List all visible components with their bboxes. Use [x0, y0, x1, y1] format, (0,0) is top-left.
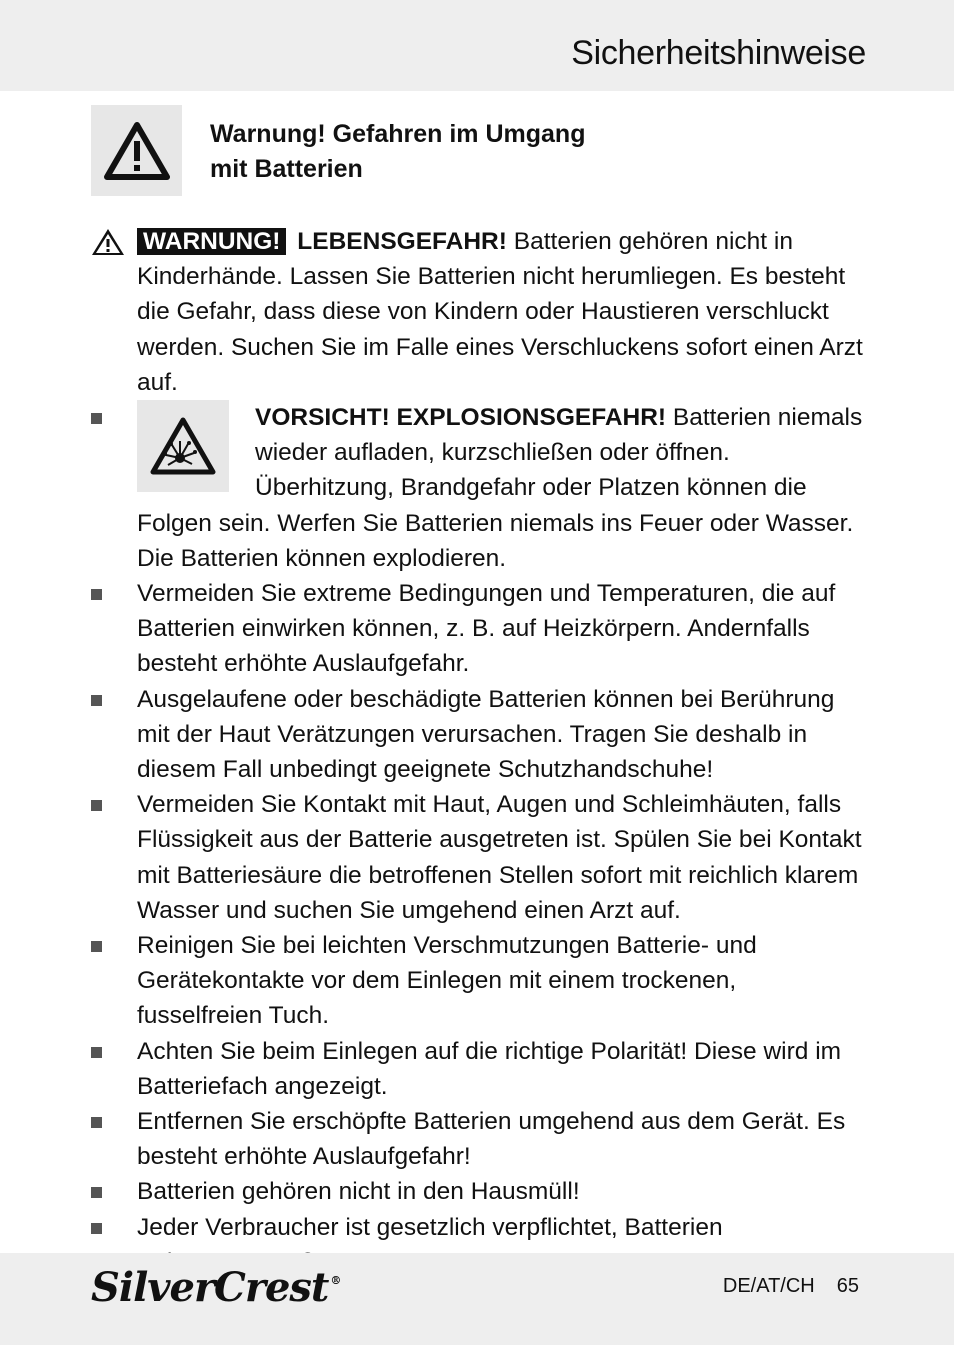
page-number: 65: [836, 1275, 859, 1297]
bullet-icon: [91, 800, 102, 811]
bullet-icon: [91, 941, 102, 952]
caution-item: [91, 400, 866, 576]
bullet-icon: [91, 589, 102, 600]
list-item-text: Ausgelaufene oder beschädigte Batterien können bei Berührung mit der Haut Verätzungen verursachen. Tragen Sie deshalb in diesem Fall unbedingt geeignete Schutzhandschuhe!: [137, 685, 835, 784]
bullet-icon: [91, 1117, 102, 1128]
warning-strong-text: LEBENSGEFAHR!: [297, 228, 507, 255]
caution-text: Batterien niemals wieder aufladen, kurzschließen oder öffnen. Überhitzung, Brandgefahr oder Platzen können die Folgen sein. Werfen Sie Batterien niemals ins Feuer oder Wasser. Die Batterien können explodieren.: [137, 404, 863, 572]
list-item-text: Jeder Verbraucher ist gesetzlich verpflichtet, Batterien: [137, 1213, 723, 1241]
header-band: [0, 0, 954, 91]
warning-triangle-icon: [104, 122, 170, 180]
list-item-text: Reinigen Sie bei leichten Verschmutzungen Batterie- und Gerätekontakte vor dem Einlegen mit einem trockenen, fusselfreien Tuch.: [137, 932, 757, 1030]
list-item-text: Vermeiden Sie Kontakt mit Haut, Augen und Schleimhäuten, falls Flüssigkeit aus der Batterie ausgetreten ist. Spülen Sie bei Kontakt mit Batteriesäure die betroffenen Stellen sofort mit reichlich klarem Wasser und suchen Sie umgehend einen Arzt auf.: [137, 791, 862, 924]
list-item-text: Achten Sie beim Einlegen auf die richtige Polarität! Diese wird im Batteriefach angezeigt.: [137, 1037, 842, 1100]
warning-item: [91, 224, 866, 400]
list-item-text: Batterien gehören nicht in den Hausmüll!: [137, 1178, 580, 1206]
warning-badge: WARNUNG!: [137, 228, 286, 255]
section-warning-box: [91, 105, 182, 196]
bullet-icon: [91, 1187, 102, 1198]
list-item: [91, 682, 866, 788]
page-title: Sicherheitshinweise: [571, 34, 866, 72]
brand-logo: [91, 1264, 340, 1311]
list-item: [91, 576, 866, 682]
list-item: [91, 1104, 866, 1174]
section-heading: Warnung! Gefahren im Umgang mit Batterien: [210, 120, 586, 183]
bullet-icon: [91, 1047, 102, 1058]
list-item: [91, 1034, 866, 1104]
list-item: [91, 928, 866, 1034]
safety-content: [91, 224, 866, 1280]
list-item-text: Vermeiden Sie extreme Bedingungen und Temperaturen, die auf Batterien einwirken können, z. B. auf Heizkörpern. Andernfalls besteht erhöhte Auslaufgefahr.: [137, 580, 836, 678]
brand-name: SilverCrest: [91, 1264, 329, 1311]
small-warning-triangle-icon: [91, 228, 125, 256]
registered-mark: ®: [330, 1274, 341, 1287]
explosion-box: [137, 400, 229, 492]
list-item-text: Entfernen Sie erschöpfte Batterien umgehend aus dem Gerät. Es besteht erhöhte Auslaufgefahr!: [137, 1108, 846, 1171]
footer-meta: [723, 1275, 859, 1298]
explosive-hazard-icon: [150, 417, 216, 475]
warning-text: Batterien gehören nicht in Kinderhände. Lassen Sie Batterien nicht herumliegen. Es besteht die Gefahr, dass diese von Kindern oder Haustieren verschluckt werden. Suchen Sie im Falle eines Verschluckens sofort einen Arzt auf.: [137, 228, 863, 396]
list-item: [91, 1174, 866, 1209]
caution-strong-text: VORSICHT! EXPLOSIONSGEFAHR!: [255, 404, 667, 432]
bullet-icon: [91, 695, 102, 706]
locale-label: DE/AT/CH: [722, 1275, 815, 1297]
list-item: [91, 787, 866, 928]
bullet-icon: [91, 413, 102, 424]
bullet-icon: [91, 1223, 102, 1234]
